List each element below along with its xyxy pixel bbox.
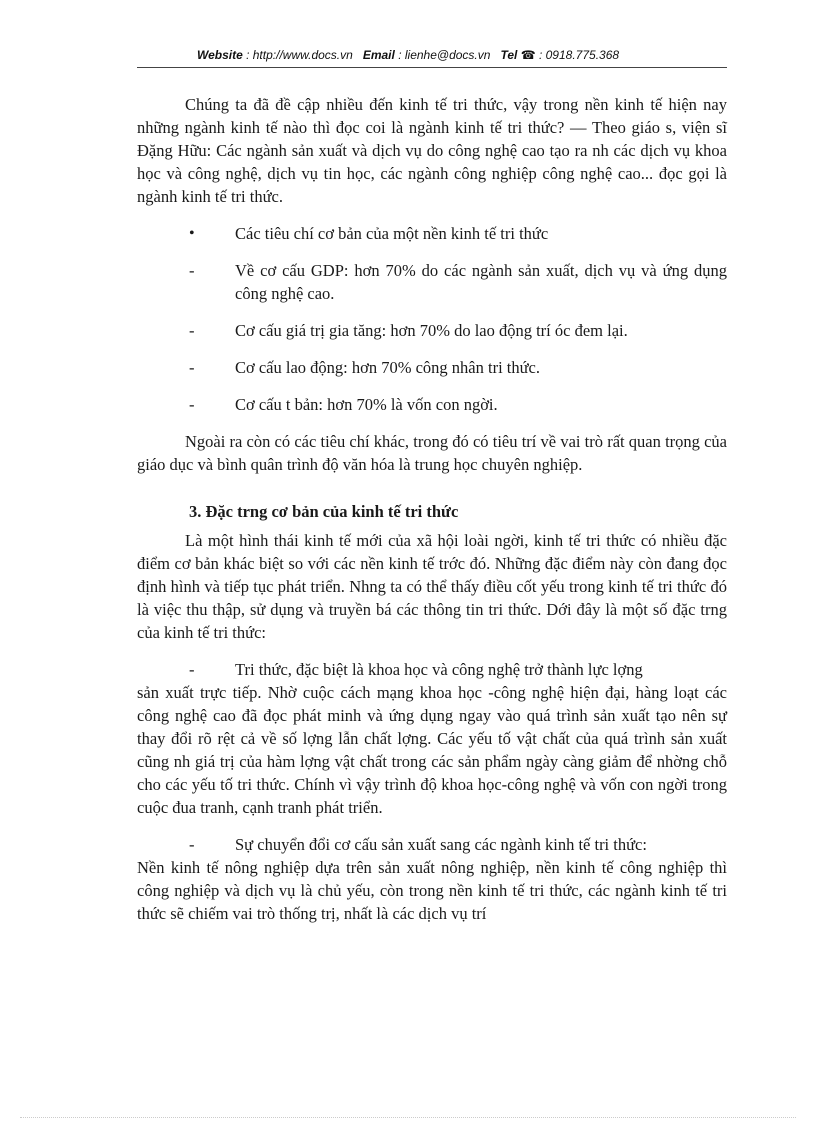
website-url[interactable]: : http://www.docs.vn — [246, 48, 353, 62]
dash-marker: - — [189, 261, 195, 280]
email-label: Email — [362, 48, 395, 62]
email-address[interactable]: : lienhe@docs.vn — [398, 48, 491, 62]
feature-text: sản xuất trực tiếp. Nhờ cuộc cách mạng khoa học -công nghệ hiện đại, hàng loạt các công nghệ cao đã đọc phát minh và ứng dụng ngay vào quá trình sản xuất tạo nên sự thay đổi rõ rệt cả về số lợng lẫn chất lợng. Các yếu tố vật chất của quá trình sản xuất cũng nh giá trị của hàm lợng vật chất trong các sản phẩm ngày càng giảm để nhờng chỗ cho các yếu tố tri thức. Chính vì vậy trình độ khoa học-công nghệ và vốn con ngời trong cuộc đua tranh, cạnh tranh phát triển. — [137, 683, 727, 817]
dash-marker: - — [189, 395, 195, 414]
criteria-text: Về cơ cấu GDP: hơn 70% do các ngành sản xuất, dịch vụ và ứng dụng công nghệ cao. — [235, 261, 727, 303]
feature-item — [137, 833, 727, 925]
dash-marker: - — [189, 835, 195, 854]
bullet-item — [137, 222, 727, 245]
dash-marker: - — [189, 321, 195, 340]
criteria-item — [137, 259, 727, 305]
criteria-text: Cơ cấu giá trị gia tăng: hơn 70% do lao động trí óc đem lại. — [235, 321, 628, 340]
criteria-text: Cơ cấu lao động: hơn 70% công nhân tri thức. — [235, 358, 541, 377]
feature-text: Nền kinh tế nông nghiệp dựa trên sản xuất nông nghiệp, nền kinh tế công nghiệp thì công nghiệp và dịch vụ là chủ yếu, còn trong nền kinh tế tri thức, các ngành kinh tế tri thức sẽ chiếm vai trò thống trị, nhất là các dịch vụ trí — [137, 858, 727, 923]
criteria-item — [137, 356, 727, 379]
document-body — [137, 93, 727, 925]
criteria-item — [137, 319, 727, 342]
bullet-text: Các tiêu chí cơ bản của một nền kinh tế tri thức — [235, 224, 549, 243]
tel-number: ☎ : 0918.775.368 — [520, 48, 620, 62]
intro-paragraph: Chúng ta đã đề cập nhiều đến kinh tế tri thức, vậy trong nền kinh tế hiện nay những ngành kinh tế nào thì đọc coi là ngành kinh tế tri thức? — Theo giáo s, viện sĩ Đặng Hữu: Các ngành sản xuất và dịch vụ do công nghệ cao tạo ra nh các dịch vụ khoa học và công nghệ, dịch vụ tin học, các ngành công nghiệp công nghệ cao... đọc gọi là ngành kinh tế tri thức. — [137, 95, 727, 206]
criteria-text: Cơ cấu t bản: hơn 70% là vốn con ngời. — [235, 395, 498, 414]
feature-first-line: Sự chuyển đổi cơ cấu sản xuất sang các ngành kinh tế tri thức: — [235, 835, 647, 854]
dash-marker: - — [189, 660, 195, 679]
section-intro-paragraph: Là một hình thái kinh tế mới của xã hội loài ngời, kinh tế tri thức có nhiều đặc điểm cơ bản khác biệt so với các nền kinh tế trớc đó. Những đặc điểm này còn đang đọc định hình và tiếp tục phát triển. Nhng ta có thể thấy điều cốt yếu trong kinh tế tri thức đó là việc thu thập, sử dụng và truyền bá các thông tin tri thức. Dới đây là một số đặc trng của kinh tế tri thức: — [137, 531, 727, 642]
feature-item — [137, 658, 727, 819]
other-criteria-paragraph: Ngoài ra còn có các tiêu chí khác, trong đó có tiêu trí về vai trò rất quan trọng của giáo dục và bình quân trình độ văn hóa là trung học chuyên nghiệp. — [137, 432, 727, 474]
criteria-item — [137, 393, 727, 416]
dash-marker: - — [189, 358, 195, 377]
page-header — [0, 48, 816, 62]
tel-label: Tel — [500, 48, 518, 62]
feature-first-line: Tri thức, đặc biệt là khoa học và công nghệ trở thành lực lợng — [235, 660, 643, 679]
page-bottom-border — [20, 1117, 796, 1118]
bullet-icon: • — [189, 225, 195, 242]
website-label: Website — [196, 48, 243, 62]
header-divider — [137, 67, 727, 68]
section-heading: 3. Đặc trng cơ bản của kinh tế tri thức — [189, 502, 459, 521]
